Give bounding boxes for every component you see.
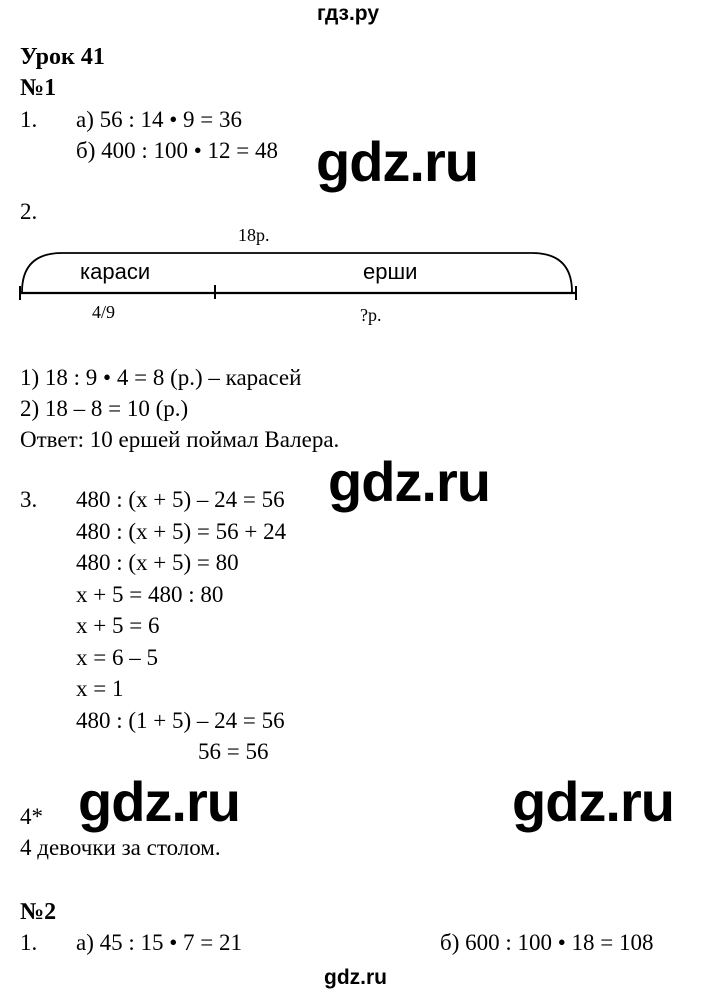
task2-ex1-number: 1. xyxy=(20,930,38,955)
ex3-line: x + 5 = 480 : 80 xyxy=(76,582,224,607)
watermark: gdz.ru xyxy=(78,770,240,833)
ex3-line: 480 : (x + 5) – 24 = 56 xyxy=(76,487,285,512)
ex3-check: 56 = 56 xyxy=(198,739,269,764)
diagram-unknown: ?р. xyxy=(360,305,382,325)
task2-ex1-b: б) 600 : 100 • 18 = 108 xyxy=(440,930,654,955)
ex3-line: x = 1 xyxy=(76,676,124,701)
ex1-line-a: а) 56 : 14 • 9 = 36 xyxy=(76,107,243,132)
ex2-step2: 2) 18 – 8 = 10 (р.) xyxy=(20,396,189,421)
ex3-line: x + 5 = 6 xyxy=(76,613,160,638)
site-footer: gdz.ru xyxy=(324,966,387,989)
diagram-label-ershi: ерши xyxy=(363,259,418,284)
diagram-label-karasi: караси xyxy=(80,259,151,284)
task1-number: №1 xyxy=(20,75,57,101)
ex4-text: 4 девочки за столом. xyxy=(20,835,221,860)
ex3-line: 480 : (x + 5) = 56 + 24 xyxy=(76,519,287,544)
ex2-number: 2. xyxy=(20,199,38,224)
task2-number: №2 xyxy=(20,899,57,925)
watermark: gdz.ru xyxy=(316,130,478,193)
ex1-number: 1. xyxy=(20,107,38,132)
site-header: гдз.ру xyxy=(317,2,380,25)
diagram-fraction: 4/9 xyxy=(92,302,116,322)
ex1-line-b: б) 400 : 100 • 12 = 48 xyxy=(76,138,279,163)
watermark: gdz.ru xyxy=(328,450,490,513)
ex3-line: 480 : (x + 5) = 80 xyxy=(76,550,239,575)
watermark: gdz.ru xyxy=(512,770,674,833)
lesson-title: Урок 41 xyxy=(20,44,105,70)
ex2-step1: 1) 18 : 9 • 4 = 8 (р.) – карасей xyxy=(20,365,302,390)
ex3-line: 480 : (1 + 5) – 24 = 56 xyxy=(76,708,285,733)
ex4-number: 4* xyxy=(20,804,43,829)
ex2-answer: Ответ: 10 ершей поймал Валера. xyxy=(20,427,340,452)
diagram-total: 18р. xyxy=(238,225,270,245)
task2-ex1-a: а) 45 : 15 • 7 = 21 xyxy=(76,930,243,955)
ex3-number: 3. xyxy=(20,487,38,512)
ex3-line: x = 6 – 5 xyxy=(76,645,158,670)
